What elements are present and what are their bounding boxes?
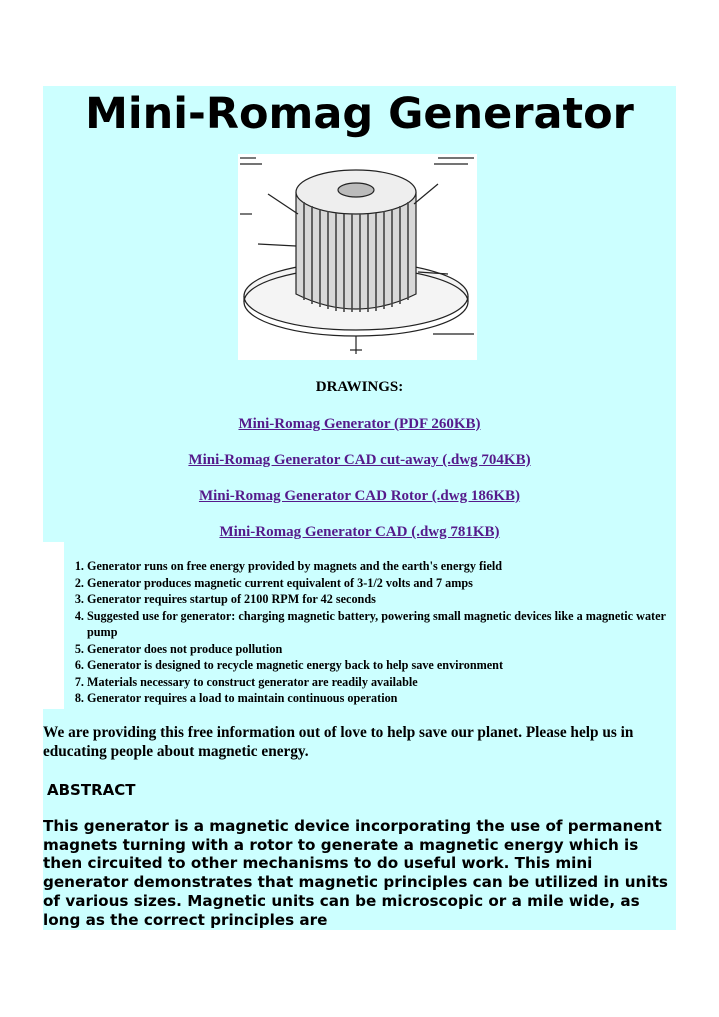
list-item: 8. Generator requires a load to maintain continuous operation	[87, 690, 676, 707]
page-title: Mini-Romag Generator	[85, 89, 634, 139]
abstract-body: This generator is a magnetic device incorporating the use of permanent magnets turning with a rotor to generate a magnetic energy which is then circuited to other mechanisms to do useful work. This mini generator demonstrates that magnetic principles can be utilized in units of various sizes. Magnetic units can be microscopic or a mile wide, as long as the correct principles are	[43, 817, 668, 929]
list-item: 5. Generator does not produce pollution	[87, 641, 676, 658]
list-item: 1. Generator runs on free energy provided by magnets and the earth's energy field	[87, 558, 676, 575]
pdf-link[interactable]: Mini-Romag Generator (PDF 260KB)	[238, 416, 481, 432]
abstract-section	[43, 709, 676, 930]
cad-rotor-link[interactable]: Mini-Romag Generator CAD Rotor (.dwg 186KB)	[198, 488, 521, 504]
mission-message: We are providing this free information out of love to help save our planet. Please help us in educating people about magnetic energy.	[43, 724, 634, 760]
page	[43, 86, 676, 930]
header-section	[43, 86, 676, 542]
list-item: 3. Generator requires startup of 2100 RPM for 42 seconds	[87, 591, 676, 608]
list-item: 7. Materials necessary to construct generator are readily available	[87, 674, 676, 691]
cad-link[interactable]: Mini-Romag Generator CAD (.dwg 781KB)	[219, 524, 500, 540]
abstract-heading: ABSTRACT	[47, 781, 136, 799]
list-item: 6. Generator is designed to recycle magnetic energy back to help save environment	[87, 657, 676, 674]
generator-drawing-image	[238, 154, 477, 360]
drawing-link-item	[43, 524, 676, 541]
cad-cutaway-link[interactable]: Mini-Romag Generator CAD cut-away (.dwg 704KB)	[188, 452, 531, 468]
drawings-heading: DRAWINGS:	[315, 379, 404, 395]
list-item: 2. Generator produces magnetic current equivalent of 3-1/2 volts and 7 amps	[87, 575, 676, 592]
generator-isometric-drawing-icon	[238, 154, 477, 360]
features-section	[64, 542, 676, 709]
drawing-link-item	[43, 416, 676, 433]
list-item: 4. Suggested use for generator: charging magnetic battery, powering small magnetic devices like a magnetic water pump	[87, 608, 676, 641]
features-list	[64, 558, 676, 707]
drawing-link-item	[43, 488, 676, 505]
drawing-link-item	[43, 452, 676, 469]
